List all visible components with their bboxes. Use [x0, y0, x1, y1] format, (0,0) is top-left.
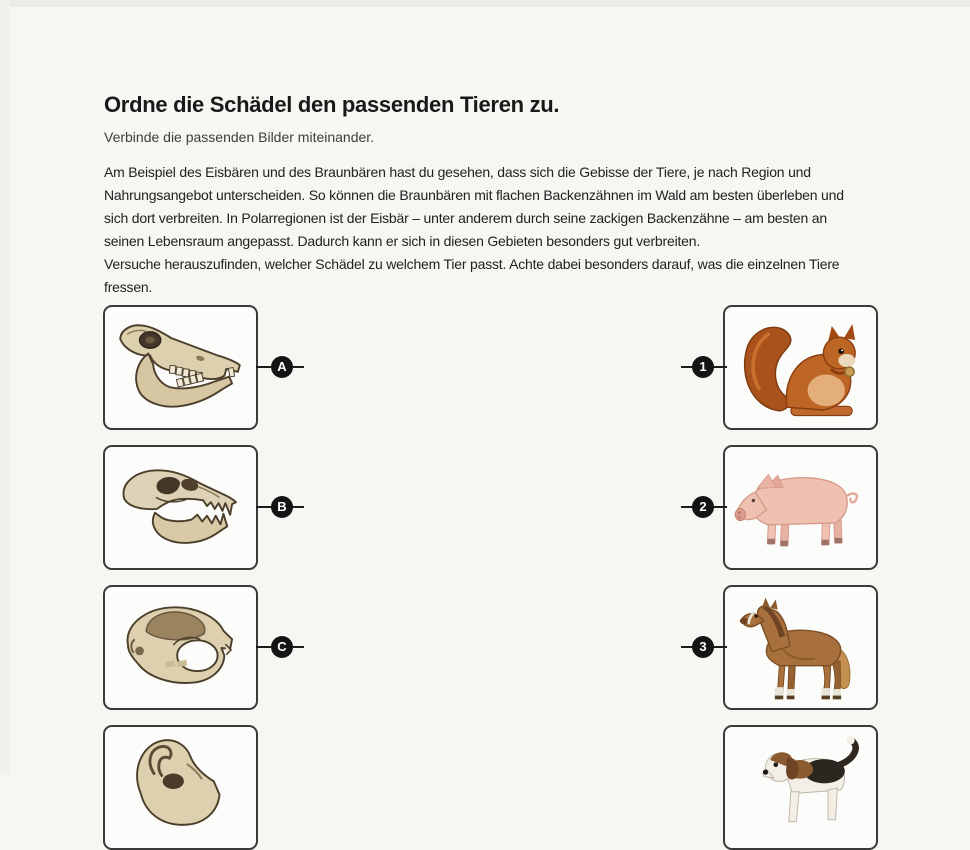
skull-card-d[interactable] — [103, 725, 258, 850]
match-dot-1[interactable]: 1 — [692, 356, 714, 378]
intro-text — [104, 161, 844, 299]
skull-card-b[interactable] — [103, 445, 258, 570]
intro-line: Am Beispiel des Eisbären und des Braunbären hast du gesehen, dass sich die Gebisse der Tiere, je nach Region und — [104, 164, 811, 180]
partial-skull-illustration — [113, 735, 249, 841]
animal-card-2[interactable] — [723, 445, 878, 570]
animal-card-4[interactable] — [723, 725, 878, 850]
carnivore-skull-illustration — [113, 455, 249, 561]
squirrel-illustration — [731, 312, 871, 424]
page-subtitle: Verbinde die passenden Bilder miteinander. — [104, 129, 375, 145]
animal-card-3[interactable] — [723, 585, 878, 710]
dog-illustration — [731, 732, 871, 844]
pig-illustration — [731, 456, 871, 560]
horse-illustration — [731, 592, 871, 704]
skull-card-c[interactable] — [103, 585, 258, 710]
horse-skull-illustration — [113, 315, 249, 421]
match-dot-3[interactable]: 3 — [692, 636, 714, 658]
animal-card-1[interactable] — [723, 305, 878, 430]
skull-card-a[interactable] — [103, 305, 258, 430]
rodent-skull-illustration — [113, 595, 249, 701]
intro-line: Versuche herauszufinden, welcher Schädel zu welchem Tier passt. Achte dabei besonders darauf, was die einzelnen Tiere — [104, 256, 840, 272]
intro-line: seinen Lebensraum angepasst. Dadurch kann er sich in diesen Gebieten besonders gut verbreiten. — [104, 233, 701, 249]
top-strip — [0, 0, 970, 7]
match-dot-a[interactable]: A — [271, 356, 293, 378]
intro-line: Nahrungsangebot unterscheiden. So können die Braunbären mit flachen Backenzähnen im Wald am besten überleben und — [104, 187, 844, 203]
match-dot-b[interactable]: B — [271, 496, 293, 518]
page-title: Ordne die Schädel den passenden Tieren zu. — [104, 92, 560, 117]
left-edge-strip — [0, 0, 10, 773]
match-dot-c[interactable]: C — [271, 636, 293, 658]
intro-line: fressen. — [104, 279, 153, 295]
intro-line: sich dort verbreiten. In Polarregionen ist der Eisbär – unter anderem durch seine zackigen Backenzähne – am besten an — [104, 210, 827, 226]
match-dot-2[interactable]: 2 — [692, 496, 714, 518]
